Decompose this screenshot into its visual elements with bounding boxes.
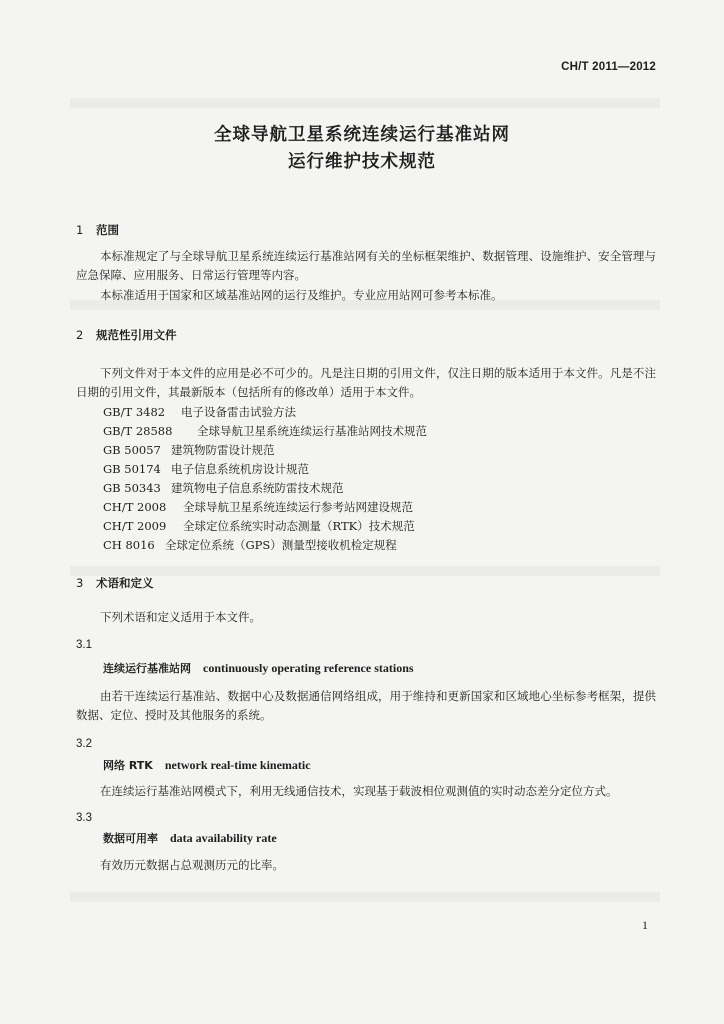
term-number: 3.3 — [76, 812, 92, 824]
section-number: 1 — [76, 223, 84, 237]
section-3-heading — [76, 575, 154, 591]
section-1-paragraph-1: 本标准规定了与全球导航卫星系统连续运行基准站网有关的坐标框架维护、数据管理、设施维护、安全管理与应急保障、应用服务、日常运行管理等内容。 — [76, 249, 656, 282]
page-number: 1 — [642, 918, 648, 932]
reference-item: CH 8016 全球定位系统（GPS）测量型接收机检定规程 — [103, 538, 397, 552]
term-heading: 连续运行基准站网 continuously operating reference stations — [103, 661, 414, 675]
section-number: 2 — [76, 328, 84, 342]
section-3-intro: 下列术语和定义适用于本文件。 — [100, 610, 261, 624]
term-number: 3.1 — [76, 639, 92, 651]
reference-item: GB/T 3482 电子设备雷击试验方法 — [103, 405, 296, 419]
reference-item: GB/T 28588 全球导航卫星系统连续运行基准站网技术规范 — [103, 424, 427, 438]
term-heading: 数据可用率 data availability rate — [103, 831, 277, 845]
term-definition: 由若干连续运行基准站、数据中心及数据通信网络组成，用于维持和更新国家和区域地心坐标参考框架，提供数据、定位、授时及其他服务的系统。 — [76, 689, 656, 722]
reference-item: CH/T 2009 全球定位系统实时动态测量（RTK）技术规范 — [103, 519, 415, 533]
document-title-line2: 运行维护技术规范 — [288, 152, 436, 172]
reference-item: CH/T 2008 全球导航卫星系统连续运行参考站网建设规范 — [103, 500, 413, 514]
reference-item: GB 50343 建筑物电子信息系统防雷技术规范 — [103, 481, 344, 495]
term-definition: 有效历元数据占总观测历元的比率。 — [100, 858, 284, 872]
section-2-heading — [76, 327, 177, 343]
bleed-through-texture — [70, 98, 660, 108]
reference-item: GB 50057 建筑物防雷设计规范 — [103, 443, 275, 457]
term-definition: 在连续运行基准站网模式下，利用无线通信技术，实现基于载波相位观测值的实时动态差分定位方式。 — [100, 784, 618, 798]
section-title: 术语和定义 — [96, 576, 154, 590]
bleed-through-texture — [70, 892, 660, 902]
term-number: 3.2 — [76, 738, 92, 750]
reference-item: GB 50174 电子信息系统机房设计规范 — [103, 462, 309, 476]
standard-code: CH/T 2011—2012 — [561, 61, 656, 73]
section-title: 范围 — [96, 223, 119, 237]
section-1-heading — [76, 222, 119, 238]
term-heading: 网络 RTK network real-time kinematic — [103, 758, 311, 772]
section-2-intro: 下列文件对于本文件的应用是必不可少的。凡是注日期的引用文件，仅注日期的版本适用于本文件。凡是不注日期的引用文件，其最新版本（包括所有的修改单）适用于本文件。 — [76, 366, 656, 399]
bleed-through-texture — [70, 566, 660, 576]
section-1-paragraph-2: 本标准适用于国家和区域基准站网的运行及维护。专业应用站网可参考本标准。 — [100, 288, 503, 302]
section-title: 规范性引用文件 — [96, 328, 177, 342]
section-number: 3 — [76, 576, 84, 590]
document-title-line1: 全球导航卫星系统连续运行基准站网 — [214, 125, 510, 145]
